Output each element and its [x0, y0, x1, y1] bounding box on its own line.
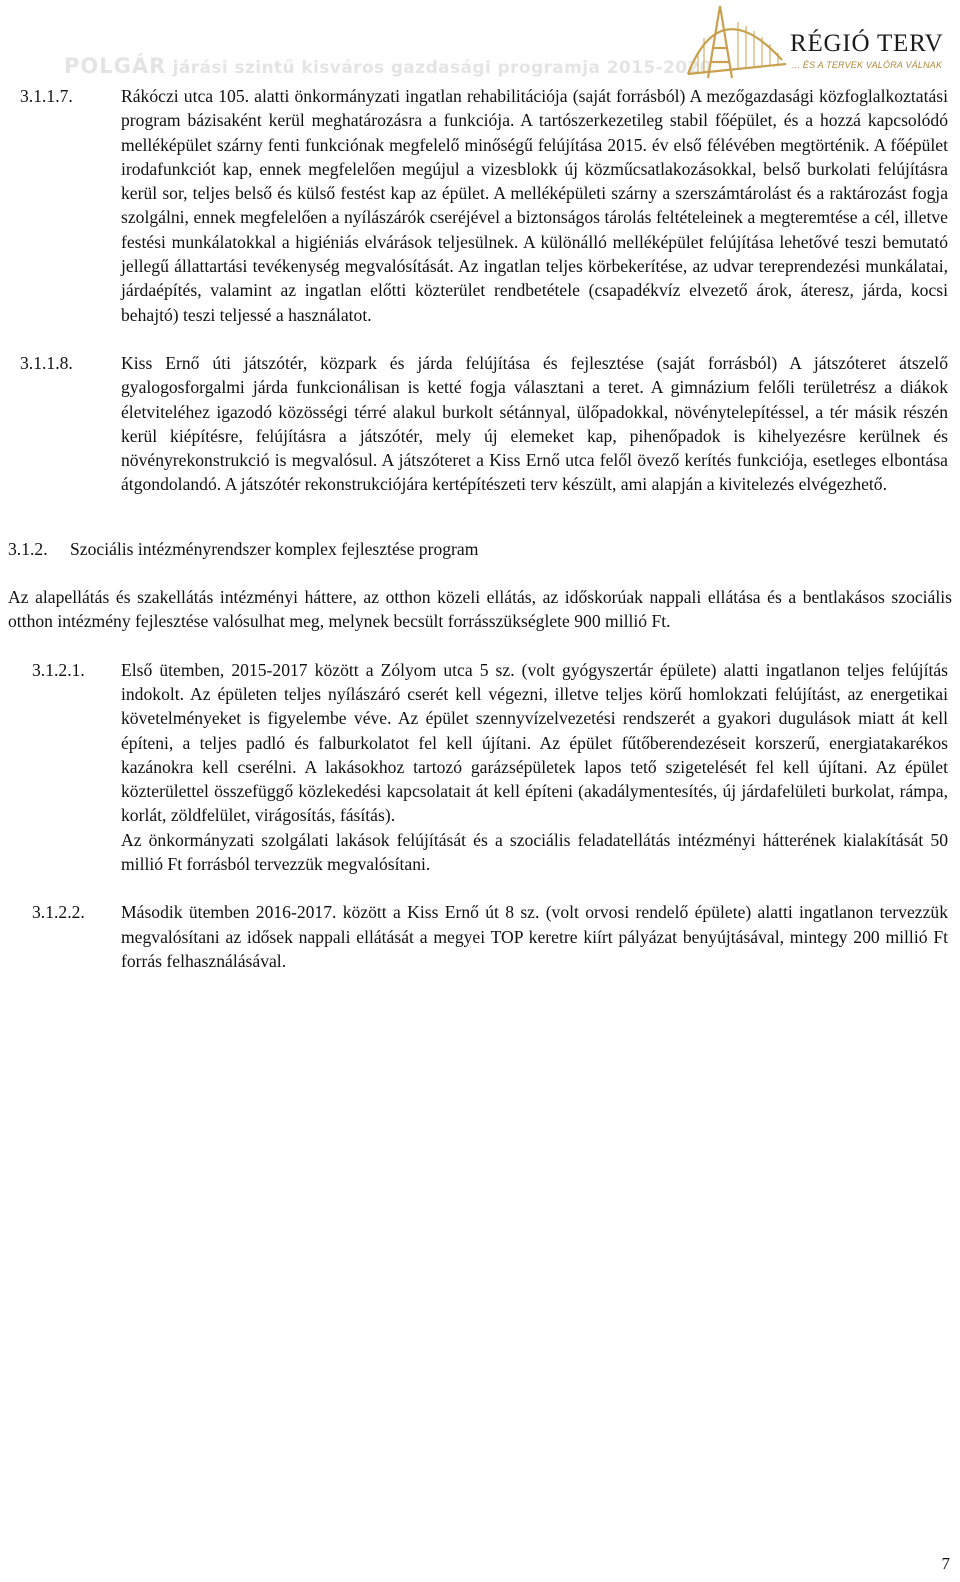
- section-intro-paragraph: Az alapellátás és szakellátás intézményi háttere, az otthon közeli ellátás, az időskorúak nappali ellátása és a bentlakásos szociális otthon intézmény fejlesztése valósulhat meg, melynek becsült forrásszükséglete 900 millió Ft.: [8, 587, 952, 632]
- header-title-bold: POLGÁR: [64, 54, 167, 78]
- bridge-logo-icon: [686, 0, 796, 80]
- section-title: Szociális intézményrendszer komplex fejlesztése program: [70, 538, 479, 559]
- document-body: [0, 84, 960, 973]
- subsection-number: 3.1.1.8.: [20, 352, 73, 373]
- subsection-text-continued: Az önkormányzati szolgálati lakások felújítását és a szociális feladatellátás intézményi hátterének kialakítását 50 millió Ft forrásból tervezzük megvalósítani.: [121, 829, 948, 875]
- subsection-text: Első ütemben, 2015-2017 között a Zólyom utca 5 sz. (volt gyógyszertár épülete) alatti ingatlanon teljes felújítás indokolt. Az épületen teljes nyílászáró cserét kell végezni, illetve teljes körű homlokzati felújítást, az energetikai követelményeket is figyelembe véve. Az épület szennyvízelvezetési rendszerét a gyakori dugulások miatt át kell építeni, a teljes padló és falburkolatot fel kell újítani. Az épület fűtőberendezéseit korszerű, energiatakarékos kazánokra kell cserélni. A lakásokhoz tartozó garázsépületek lapos tető szigetelését fel kell újítani. Az épület közterülettel összefüggő közlekedési kapcsolatait át kell építeni (akadálymentesítés, új járdafelületi burkolat, rámpa, korlát, zöldfelület, virágosítás, fásítás).: [121, 659, 948, 826]
- subsection-3-1-2-1: [0, 658, 960, 877]
- subsection-text: Rákóczi utca 105. alatti önkormányzati ingatlan rehabilitációja (saját forrásból) A mezőgazdasági közfoglalkoztatási program bázisaként kerül meghatározásra a funkciója. A tartószerkezetileg stabil főépület, és a hozzá kapcsolódó melléképület szárny fenti funkciónak megfelelő minőségű felújítása 2015. év első félévében megtörténik. A főépület irodafunkciót kap, ennek megfelelően megújul a vizesblokk új közműcsatlakozásokkal, belső burkolati felújításra kerül sor, teljes belső és külső festést kap az épület. A melléképületi szárny a szerszámtárolást és a raktározást fogja szolgálni, ennek megfelelően a nyílászárók cseréjével a biztonságos tárolás feltételeinek a megteremtése a cél, illetve festési munkálatokkal a higiéniás elvárások teljesülnek. A különálló melléképület felújítása lehetővé teszi bemutató jellegű állattartási tevékenység megvalósítását. Az ingatlan teljes körbekerítése, az udvar tereprendezési munkálatai, járdaépítés, valamint az ingatlan előtti közterület rendbetétele (csapadékvíz elvezető árok, áteresz, járda, kocsi behajtó) teszi teljessé a használatot.: [121, 86, 948, 325]
- subsection-3-1-2-2: [0, 900, 960, 973]
- subsection-text: Második ütemben 2016-2017. között a Kiss Ernő út 8 sz. (volt orvosi rendelő épülete) alatti ingatlanon tervezzük megvalósítani az idősek nappali ellátását a megyei TOP keretre kiírt pályázat benyújtásával, mintegy 200 millió Ft forrás felhasználásával.: [121, 902, 948, 971]
- subsection-number: 3.1.2.1.: [32, 659, 85, 680]
- page-header: [0, 0, 960, 84]
- page-number: 7: [941, 1554, 950, 1573]
- header-title-rest: járási szintű kisváros gazdasági programja 2015-2020: [166, 58, 712, 78]
- subsection-text: Kiss Ernő úti játszótér, közpark és járda felújítása és fejlesztése (saját forrásból) A játszóteret átszelő gyalogosforgalmi járda funkcionálisan is ketté fogja választani a teret. A gimnázium felőli területrész a diákok életviteléhez igazodó közösségi térré alakul burkolt sétánnyal, ülőpadokkal, növénytelepítéssel, a tér másik részén kerül kiépítésre, felújításra a játszótér, mely új elemeket kap, pihenőpadok is kihelyezésre kerülnek és növényrekonstrukció is megvalósul. A játszóteret a Kiss Ernő utca felől övező kerítés funkciója, esetleges elbontása átgondolandó. A játszótér rekonstrukciójára kertépítészeti terv készült, ami alapján a kivitelezés elvégezhető.: [121, 352, 948, 495]
- subsection-3-1-1-7: [0, 84, 960, 327]
- subsection-number: 3.1.1.7.: [20, 86, 73, 106]
- subsection-number: 3.1.2.2.: [32, 902, 85, 923]
- logo-tagline: ... ÉS A TERVEK VALÓRA VÁLNAK: [792, 60, 943, 70]
- header-title: [64, 54, 712, 78]
- logo-name: RÉGIÓ TERV: [790, 30, 944, 57]
- subsection-3-1-1-8: [0, 351, 960, 497]
- section-heading-3-1-2: [0, 537, 960, 561]
- section-number: 3.1.2.: [8, 538, 48, 559]
- regio-terv-logo: [686, 0, 956, 80]
